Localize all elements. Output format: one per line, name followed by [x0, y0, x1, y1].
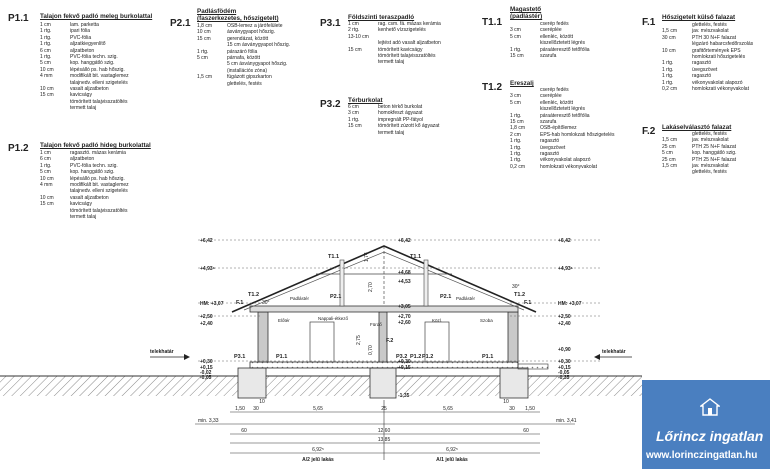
layer-code: P3.2	[320, 99, 341, 110]
layer-material: rag. csm. fá. mázas kerámia	[378, 21, 441, 27]
level-label-center: +0,30	[398, 359, 411, 365]
layer-thickness: 15 cm	[348, 46, 362, 53]
layer-material: EPS-hab homlokzati hőszigetelés	[540, 131, 615, 138]
layer-material: üvegszövet	[540, 144, 566, 151]
element-tag: P1.1	[482, 354, 494, 360]
layer-thickness: 1,8 cm	[197, 23, 213, 29]
ceiling-slab	[250, 306, 518, 312]
dimension-value: 5,65	[313, 406, 323, 412]
unit-label: A/1 jelű lakás	[436, 457, 468, 463]
layer-thickness: 2 cm	[510, 131, 521, 138]
room-label: Nappali-étkező	[318, 316, 349, 321]
layer-material: kavicságy	[70, 201, 92, 208]
level-label-center: +4,53	[398, 279, 411, 285]
layer-title: Lakáselválasztó falazat	[662, 124, 732, 131]
layer-thickness: 6 cm	[40, 156, 51, 163]
level-label-right: -0,35	[558, 375, 570, 381]
layer-material: talajnedv. elleni szigetelés	[70, 188, 128, 195]
door-left	[310, 322, 334, 362]
layer-thickness: 15 cm	[348, 123, 362, 130]
layer-title: Hőszigetelt külső falazat	[662, 14, 736, 21]
dimension-min: min. 3,41	[556, 418, 577, 424]
layer-material: tömörített talajvisszatöltés	[70, 207, 128, 214]
layer-material: kiszellőztetett légrés	[540, 40, 586, 47]
layer-material: lépésálló ps. hab hőszig.	[70, 66, 125, 73]
layer-material: cserép fedés	[540, 87, 569, 93]
layer-code: F.2	[642, 126, 656, 137]
level-label-left: -0,02	[200, 370, 212, 376]
boundary-label: telekhatár	[602, 349, 626, 355]
layer-thickness: 1 rtg.	[510, 151, 522, 158]
dimension-value: 12,60	[377, 428, 391, 434]
layer-material: homlokzati vékonyvakolat	[692, 86, 749, 93]
element-tag: P1.2	[422, 354, 434, 360]
level-label-left: HM: +3,07	[200, 301, 224, 307]
layer-material: modifikált bit. vastaglemez	[70, 182, 129, 189]
layer-thickness: 4 mm	[40, 182, 53, 189]
layer-code: P1.2	[8, 143, 29, 154]
wall-right	[508, 312, 518, 362]
dimension-value: 60	[241, 428, 247, 434]
layer-material: OSB-építőlemez	[540, 125, 577, 132]
layer-title: Ereszalj	[510, 80, 534, 87]
layer-thickness: 10 cm	[40, 86, 54, 93]
layer-code: P3.1	[320, 18, 341, 29]
boundary-arrowhead-right	[594, 354, 600, 360]
layer-material: ellenléc, között	[540, 33, 574, 40]
layer-material: kop. hanggátló szig.	[70, 60, 115, 67]
dimension-value: 1,50	[235, 406, 245, 412]
layer-material: modifikált bit. vastaglemez	[70, 73, 129, 80]
layer-thickness: 1 rtg.	[40, 28, 52, 35]
layer-thickness: 5 cm	[510, 99, 521, 106]
layer-material: 5 cm ásványgyapot hőszig.	[227, 61, 288, 68]
layer-material: kavicságy	[70, 92, 92, 99]
layer-material: termett talaj	[70, 214, 97, 221]
layer-code: F.1	[642, 17, 656, 28]
layer-thickness: 15 cm	[197, 35, 211, 42]
drawing-labels	[150, 238, 626, 463]
layer-thickness: 1 rtg.	[197, 48, 209, 55]
level-label-right: HM: +3,07	[558, 301, 582, 307]
level-label-center: +0,15	[398, 365, 411, 371]
layer-material: 15 cm ásványgyapot hőszig.	[227, 42, 291, 49]
layer-material: ragasztó	[692, 73, 712, 80]
layer-thickness: 0,2 cm	[662, 86, 678, 93]
layer-material: páraáteresztő tetőfólia	[540, 112, 590, 119]
layer-thickness: 10 cm	[40, 194, 54, 201]
foundation-right	[500, 368, 528, 398]
dimension-value: 5,65	[443, 406, 453, 412]
layer-thickness: 15 cm	[40, 201, 54, 208]
vertical-dimension: 0,70	[368, 345, 374, 355]
element-tag: P2.1	[440, 294, 452, 300]
level-label-center: +3,05	[398, 304, 411, 310]
dimension-value: 6,92⁵	[312, 447, 324, 453]
vertical-dimension: 2,75	[356, 335, 362, 345]
layer-thickness: 15 cm	[510, 119, 524, 126]
layer-thickness: 5 cm	[40, 60, 51, 67]
layer-material: glettelés, festés	[692, 22, 727, 28]
layer-material: szarufa	[540, 119, 557, 126]
room-label: Padlástér	[456, 296, 476, 301]
level-label-right: +2,50	[558, 314, 571, 320]
layer-thickness: 1 cm	[40, 150, 51, 156]
vertical-dimension: 1,74	[364, 252, 370, 262]
layer-thickness: 15 cm	[510, 53, 524, 60]
level-label-right: +0,90	[558, 347, 571, 353]
wall-left	[258, 312, 268, 362]
layer-thickness: 10 cm	[40, 175, 54, 182]
layer-code: T1.2	[482, 82, 503, 93]
layer-material: termett talaj	[378, 59, 405, 66]
ground-hatch	[0, 376, 642, 396]
element-tag: T1.1	[328, 254, 340, 260]
layer-material: PTH 25 N+F falazat	[692, 143, 737, 150]
layer-thickness: 0,2 cm	[510, 163, 526, 170]
layer-thickness: 5 cm	[510, 33, 521, 40]
terrace-slab	[518, 364, 548, 369]
wall-center	[379, 312, 387, 362]
layer-material: ragasztó	[540, 138, 560, 145]
room-label: Fürdő	[370, 322, 382, 327]
level-label-right: -0,05	[558, 370, 570, 376]
boundary-label: telekhatár	[150, 349, 174, 355]
layer-thickness: 6 cm	[40, 47, 51, 54]
level-label-left: -0,05	[200, 375, 212, 381]
layer-material: tömörített talajvisszatöltés	[378, 53, 436, 60]
layer-material: aljzatkiegyenlítő	[70, 41, 106, 48]
layer-material: OSB-lemez a járófelülete	[227, 23, 283, 29]
dimension-total: 13,85	[377, 437, 391, 443]
layer-title: Talajon fekvő padló meleg burkolattal	[40, 13, 153, 20]
layer-material: kiszellőztetett légrés	[540, 106, 586, 113]
dimension-value: 10	[259, 399, 265, 405]
dimension-value: 1,50	[525, 406, 535, 412]
unit-label: A/2 jelű lakás	[302, 457, 334, 463]
layer-thickness: 1 rtg.	[40, 41, 52, 48]
element-tag: F.1	[236, 300, 244, 306]
boundary-arrowhead-left	[184, 354, 190, 360]
layer-thickness: 1 rtg.	[510, 138, 522, 145]
layer-material: termett talaj	[378, 129, 405, 136]
element-tag: F.2	[386, 338, 394, 344]
level-label-left: +0,30	[200, 359, 213, 365]
layer-thickness: 5 cm	[40, 169, 51, 176]
layer-code: P2.1	[170, 18, 191, 29]
room-label: Padlástér	[290, 296, 310, 301]
layer-material: párnafa, között	[227, 55, 261, 62]
layer-material: szarufa	[540, 53, 557, 60]
layer-thickness: 1 rtg.	[662, 66, 674, 73]
layer-thickness: 13-10 cm	[348, 33, 369, 40]
layer-material: ragasztó	[692, 60, 712, 67]
layer-thickness: 25 cm	[662, 156, 676, 163]
layer-material: homlokzati vékonyvakolat	[540, 163, 597, 170]
layer-thickness: 5 cm	[662, 150, 673, 157]
roof-angle-label: 30°	[512, 284, 520, 290]
level-label-center: -1,35	[398, 393, 410, 399]
dimension-value: 30	[253, 406, 259, 412]
layer-material: ragasztó. mázas kerámia	[70, 150, 126, 156]
layer-thickness: 15 cm	[40, 92, 54, 99]
layer-thickness: 1 rtg.	[510, 112, 522, 119]
layer-material: fúgázott gipszkarton	[227, 74, 272, 81]
dimension-value: 30	[509, 406, 515, 412]
layer-material: PTH 25 N+F falazat	[692, 156, 737, 163]
layer-thickness: 1,5 cm	[662, 28, 678, 35]
foundation-center	[370, 368, 396, 398]
layer-thickness: 1 rtg.	[510, 144, 522, 151]
layer-thickness: 1 rtg.	[40, 54, 52, 61]
room-label: Közl.	[432, 318, 443, 323]
layer-material: páraáteresztő tetőfólia	[540, 46, 590, 53]
layer-thickness: 1 rtg.	[510, 46, 522, 53]
layer-material: ipari fólia	[70, 28, 91, 35]
layer-title: Térburkolat	[348, 97, 383, 104]
level-label-left: +6,42	[200, 238, 213, 244]
layer-thickness: 1 cm	[40, 22, 51, 28]
level-label-center: +4,68	[398, 270, 411, 276]
layer-title: Padlásfödém (faszerkezetes, hőszigetelt)	[197, 8, 279, 22]
brand-name: Lőrincz ingatlan	[656, 428, 764, 444]
level-label-right: +2,40	[558, 321, 571, 327]
layer-thickness: 1,5 cm	[662, 163, 678, 170]
element-tag: F.1	[524, 300, 532, 306]
foundation-left	[238, 368, 266, 398]
level-label-left: +2,40	[200, 321, 213, 327]
layer-material: tömörített zúzott kő ágyazat	[378, 123, 440, 130]
house-icon	[700, 398, 720, 416]
layer-thickness: 1,5 cm	[662, 137, 678, 144]
level-label-center: +2,60	[398, 320, 411, 326]
layer-thickness: 1 rtg.	[40, 34, 52, 41]
layer-material: aljzatbeton	[70, 156, 95, 163]
level-label-center: +6,42	[398, 238, 411, 244]
layer-material: glettelés, festés	[692, 131, 727, 137]
roof-angle-label: 30°	[262, 300, 270, 306]
layer-material: ásványgyapot hőszig.	[227, 29, 276, 36]
layer-material: cseréplée	[540, 93, 562, 100]
layer-material: lam. parketta	[70, 22, 99, 28]
layer-material: impregnált PP-fátyol	[378, 116, 424, 123]
layer-title: Magastető (padlástér)	[510, 6, 543, 20]
element-tag: P3.1	[234, 354, 246, 360]
layer-code: P1.1	[8, 13, 29, 24]
rafter-post-right	[424, 260, 428, 306]
layer-material: tömörített kavicságy	[378, 46, 423, 53]
element-tag: P1.1	[276, 354, 288, 360]
layer-material: légzáró habarcsfedőrszolás	[692, 41, 754, 48]
dimension-value: 60	[523, 428, 529, 434]
layer-thickness: 1 rtg.	[662, 79, 674, 86]
brand-logo	[642, 380, 770, 469]
layer-thickness: 30 cm	[662, 34, 676, 41]
layer-title: Földszinti teraszpadló	[348, 14, 415, 21]
layer-material: PTH 30 N+F falazat	[692, 34, 737, 41]
layer-thickness: 10 cm	[40, 66, 54, 73]
layer-material: vékonyvakolat alapozó	[692, 79, 743, 86]
level-label-right: +6,42	[558, 238, 571, 244]
layer-thickness: 2 rtg.	[348, 27, 360, 34]
layer-thickness: 3 cm	[510, 27, 521, 34]
layer-material: vékonyvakolat alapozó	[540, 157, 591, 164]
layer-material: cseréplée	[540, 27, 562, 34]
layer-material: kop. hanggátló szig.	[692, 150, 737, 157]
layer-title: Talajon fekvő padló hideg burkolattal	[40, 142, 151, 149]
layer-material: glettelés, festés	[227, 80, 262, 87]
layer-material: jav. mészvakolat	[692, 28, 729, 35]
element-tag: P2.1	[330, 294, 342, 300]
dimension-min: min. 3,33	[198, 418, 219, 424]
level-label-right: +4,93⁵	[558, 266, 573, 272]
layer-material: homlokzati hőszigetelés	[692, 54, 746, 61]
layer-material: beton térkő burkolat	[378, 104, 423, 110]
layer-material: lépésálló ps. hab hőszig.	[70, 175, 125, 182]
layer-material: PVC-fólia	[70, 34, 92, 41]
layer-material: (installációs zóna)	[227, 67, 268, 74]
vertical-dimension: 2,70	[368, 282, 374, 292]
layer-thickness: 1 rtg.	[40, 162, 52, 169]
layer-thickness: 25 cm	[662, 143, 676, 150]
layer-material: PVC-fólia techn. szig.	[70, 54, 118, 61]
layer-material: gerendázat, között	[227, 35, 269, 42]
layer-material: grafitőrtemények EPS	[692, 47, 741, 54]
layer-material: párazáró fólia	[227, 48, 258, 55]
level-label-left: +4,93⁵	[200, 266, 215, 272]
layer-thickness: 1 cm	[348, 21, 359, 27]
layer-material: jav. mészvakolat	[692, 163, 729, 170]
layer-material: kop. hanggátló szig.	[70, 169, 115, 176]
layer-thickness: 10 cm	[662, 47, 676, 54]
room-label: Előtér	[278, 318, 290, 323]
layer-material: termett talaj	[70, 105, 97, 112]
dimension-value: 10	[503, 399, 509, 405]
level-label-right: +0,30	[558, 359, 571, 365]
layer-material: üvegszövet	[692, 66, 718, 73]
layer-material: lejtést adó vasalt aljzatbeton	[378, 40, 441, 47]
layer-thickness: 1 rtg.	[662, 73, 674, 80]
element-tag: P1.2	[410, 354, 422, 360]
layer-material: vasalt aljzatbeton	[70, 194, 109, 201]
layer-material: vasalt aljzatbeton	[70, 86, 109, 93]
room-label: Szoba	[480, 318, 493, 323]
layer-material: PVC-fólia techn. szig.	[70, 162, 118, 169]
layer-thickness: 3 cm	[348, 110, 359, 117]
layer-material: kenhető vízszigetelés	[378, 27, 426, 34]
layer-material: aljzatbeton	[70, 47, 95, 54]
layer-thickness: 1 rtg.	[510, 157, 522, 164]
element-tag: T1.1	[410, 254, 422, 260]
layer-material: tömörített talajvisszatöltés	[70, 98, 128, 105]
level-label-right: +0,15	[558, 365, 571, 371]
layer-thickness: 1 rtg.	[348, 116, 360, 123]
layer-material: ellenléc, között	[540, 99, 574, 106]
level-label-center: +2,70	[398, 314, 411, 320]
layer-material: cserép fedés	[540, 21, 569, 27]
layer-material: talajnedv. elleni szigetelés	[70, 79, 128, 86]
layer-material: homokfeszt ágyazat	[378, 110, 423, 117]
level-label-left: +2,50	[200, 314, 213, 320]
dimension-value: 6,92⁵	[446, 447, 458, 453]
element-tag: P3.2	[396, 354, 408, 360]
layer-thickness: 6 cm	[348, 104, 359, 110]
layer-thickness: 1,5 cm	[197, 74, 213, 81]
layer-thickness: 1 rtg.	[662, 60, 674, 67]
dimension-value: 25	[381, 406, 387, 412]
layer-thickness: 3 cm	[510, 93, 521, 100]
layer-code: T1.1	[482, 17, 503, 28]
layer-thickness: 5 cm	[197, 55, 208, 62]
layer-thickness: 4 mm	[40, 73, 53, 80]
layer-thickness: 10 cm	[197, 29, 211, 36]
element-tag: T1.2	[248, 292, 260, 298]
level-label-left: +0,15	[200, 365, 213, 371]
layer-thickness: 1,8 cm	[510, 125, 526, 132]
element-tag: T1.2	[514, 292, 526, 298]
layer-material: jav. mészvakolat	[692, 137, 729, 144]
brand-url: www.lorinczingatlan.hu	[646, 450, 758, 461]
floor-slab	[250, 362, 518, 368]
layer-material: ragasztó	[540, 151, 560, 158]
layer-material: glettelés, festés	[692, 169, 727, 176]
